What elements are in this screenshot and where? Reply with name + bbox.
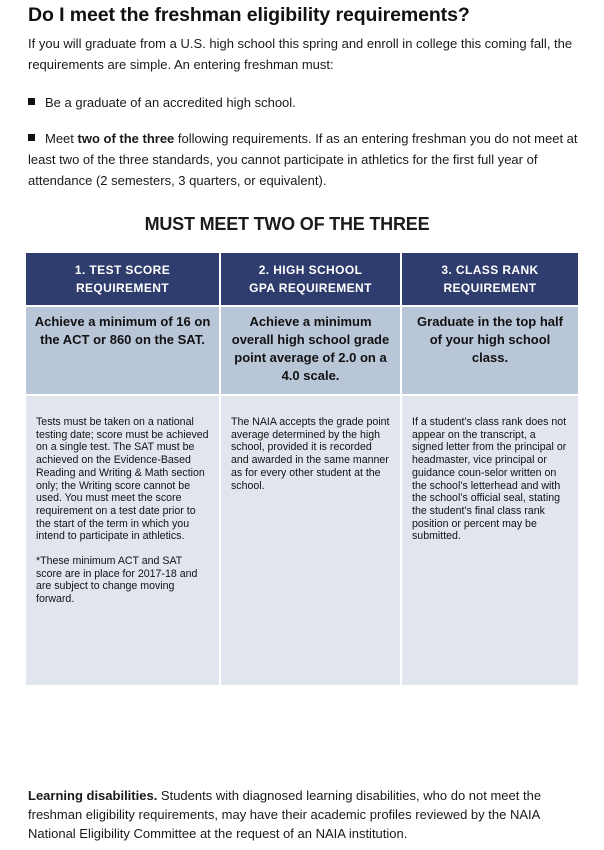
bullet-square-icon — [28, 98, 35, 105]
requirement-details — [26, 416, 219, 685]
footer-note — [28, 786, 588, 843]
bullet-two-of-three — [28, 128, 588, 191]
bullet-emphasis: two of the three — [77, 131, 175, 146]
bullet-prefix: Meet — [45, 131, 78, 146]
bullet-square-icon — [28, 134, 35, 141]
header-line-2: REQUIREMENT — [75, 281, 170, 295]
header-line-2: REQUIREMENT — [443, 281, 537, 295]
header-line-1: 3. CLASS RANK — [441, 263, 539, 277]
footer-text: Students with diagnosed learning disabilities, who do not meet the freshman eligibility requirements, may have their academic profiles reviewed by the NAIA National Eligibility Committee at the request of an NAIA institution. — [28, 788, 542, 841]
column-header — [221, 253, 400, 307]
column-gpa — [221, 253, 400, 685]
header-line-2: GPA REQUIREMENT — [249, 281, 372, 295]
bullet-graduate — [28, 92, 588, 113]
column-header — [26, 253, 219, 307]
header-line-1: 2. HIGH SCHOOL — [258, 263, 363, 277]
column-class-rank — [402, 253, 578, 685]
column-test-score — [26, 253, 219, 685]
requirement-summary: Achieve a minimum overall high school grade point average of 2.0 on a 4.0 scale. — [221, 307, 400, 396]
bullet-text: Be a graduate of an accredited high school. — [45, 95, 296, 110]
page-title: Do I meet the freshman eligibility requirements? — [28, 4, 470, 26]
detail-paragraph: Tests must be taken on a national testing date; score must be achieved on a single test. The SAT must be achieved on the Evidence-Based Reading and Writing & Math section only; the Writing score cannot be used. You must meet the score requirement on a test date prior to the start of the term in which you intend to participate in athletics. — [36, 416, 209, 543]
column-header — [402, 253, 578, 307]
requirement-summary: Graduate in the top half of your high school class. — [402, 307, 578, 396]
section-title: MUST MEET TWO OF THE THREE — [144, 214, 430, 234]
detail-paragraph: *These minimum ACT and SAT score are in place for 2017-18 and are subject to change moving forward. — [36, 555, 198, 606]
requirement-summary: Achieve a minimum of 16 on the ACT or 860 on the SAT. — [26, 307, 219, 396]
requirement-details — [402, 416, 578, 685]
detail-paragraph: The NAIA accepts the grade point average determined by the high school, provided it is recorded and awarded in the same manner as for every other student at the school. — [231, 416, 390, 492]
footer-heading: Learning disabilities. — [28, 788, 158, 803]
requirement-details — [221, 416, 400, 685]
requirements-table — [26, 253, 576, 685]
header-line-1: 1. TEST SCORE — [74, 263, 171, 277]
detail-paragraph: If a student’s class rank does not appear on the transcript, a signed letter from the principal or headmaster, vice principal or guidance coun-selor written on the school’s letterhead and with the school’s official seal, stating the student’s final class rank position or percent may be submitted. — [412, 416, 567, 543]
intro-paragraph: If you will graduate from a U.S. high school this spring and enroll in college this coming fall, the requirements are simple. An entering freshman must: — [28, 36, 573, 72]
bullet-rest: following requirements. If as an entering freshman you do not meet at least two of the three standards, you cannot participate in athletics for the first full year of attendance (2 semesters, 3 quarters, or equivalent). — [28, 131, 578, 188]
